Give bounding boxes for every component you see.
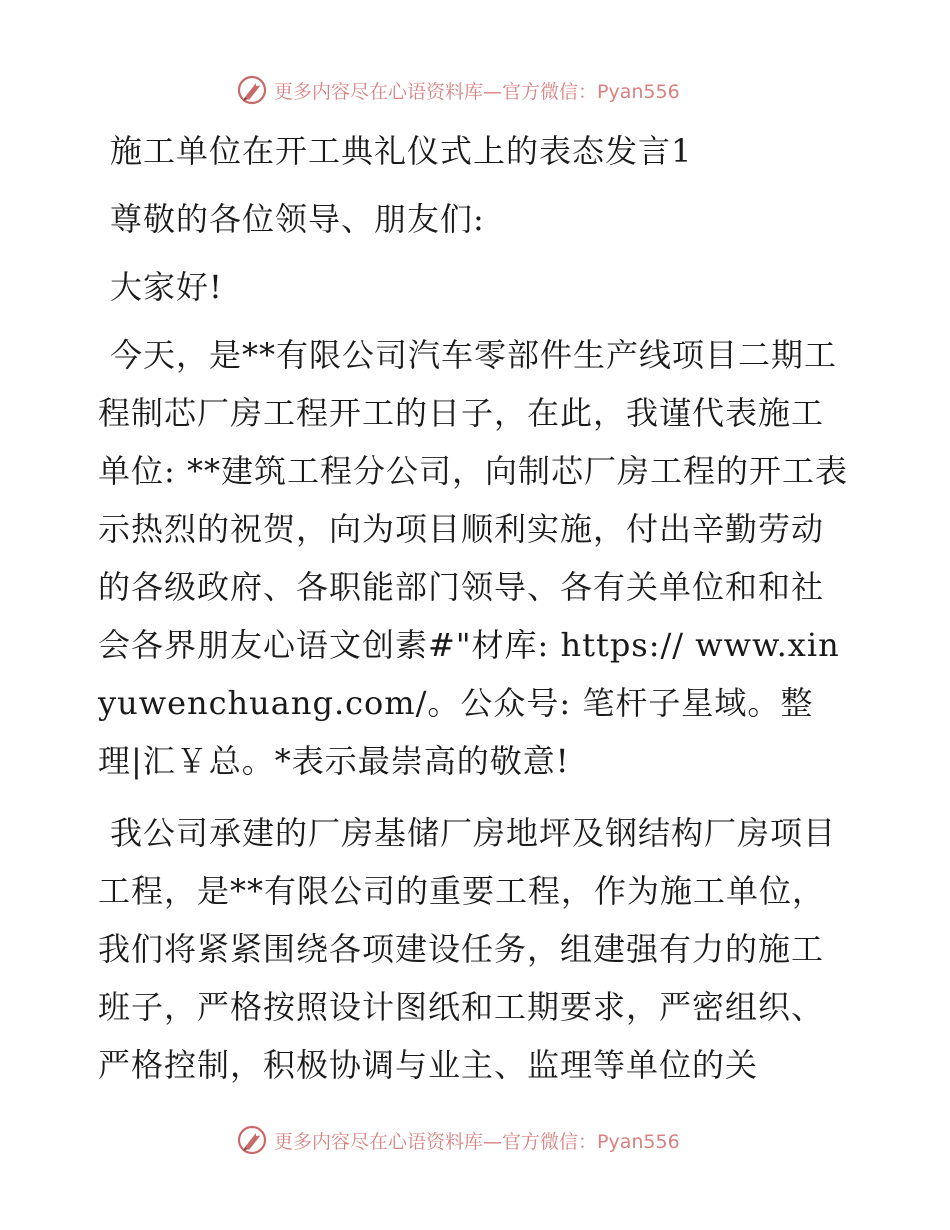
pen-logo-icon xyxy=(236,1124,268,1156)
document-body xyxy=(98,122,850,1094)
document-title: 施工单位在开工典礼仪式上的表态发言1 xyxy=(110,132,693,170)
header-banner xyxy=(236,72,680,108)
paragraph-1: 今天，是**有限公司汽车零部件生产线项目二期工程制芯厂房工程开工的日子，在此，我谨代表施工单位: **建筑工程分公司，向制芯厂房工程的开工表示热烈的祝贺，向为项目顺利实施，付出辛勤劳动的各级政府、各职能部门领导、各有关单位和和社会各界朋友心语文创素#"材库: https:// www.xinyuwenchuang.com/。公众号: 笔杆子星域。整理|汇￥总。*表示最崇高的敬意! xyxy=(98,336,848,780)
greeting: 大家好! xyxy=(110,268,223,306)
footer-banner xyxy=(236,1122,680,1158)
paragraph-2: 我公司承建的厂房基储厂房地坪及钢结构厂房项目工程，是**有限公司的重要工程，作为施工单位，我们将紧紧围绕各项建设任务，组建强有力的施工班子，严格按照设计图纸和工期要求，严密组织、严格控制，积极协调与业主、监理等单位的关 xyxy=(98,814,837,1084)
salutation: 尊敬的各位领导、朋友们: xyxy=(110,200,485,238)
footer-banner-text: 更多内容尽在心语资料库—官方微信：Pyan556 xyxy=(274,1130,680,1153)
header-banner-text: 更多内容尽在心语资料库—官方微信：Pyan556 xyxy=(274,80,680,103)
pen-logo-icon xyxy=(236,74,268,106)
